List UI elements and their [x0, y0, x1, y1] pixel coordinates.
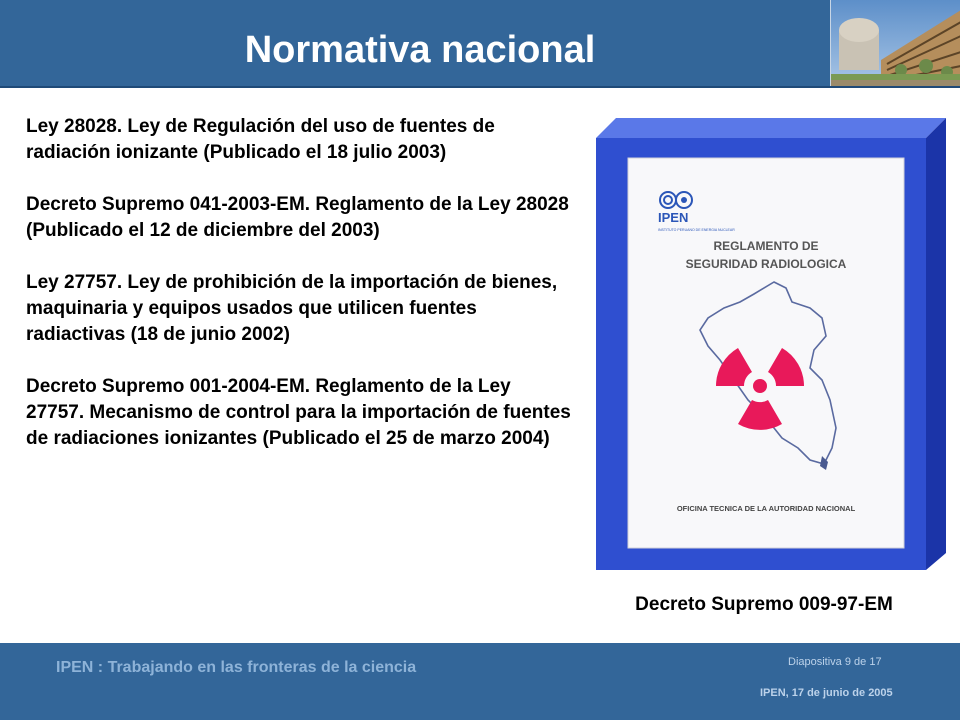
law-list [26, 114, 571, 478]
footer-date: IPEN, 17 de junio de 2005 [760, 687, 893, 699]
law-item: Decreto Supremo 001-2004-EM. Reglamento de la Ley 27757. Mecanismo de control para la importación de fuentes de radiaciones ionizantes (Publicado el 25 de marzo 2004) [26, 376, 571, 449]
law-item: Ley 28028. Ley de Regulación del uso de fuentes de radiación ionizante (Publicado el 18 julio 2003) [26, 116, 495, 163]
slide-header [0, 0, 960, 88]
law-item: Decreto Supremo 041-2003-EM. Reglamento de la Ley 28028 (Publicado el 12 de diciembre del 2003) [26, 194, 569, 241]
cover-org: IPEN [658, 210, 689, 225]
header-building-photo [830, 0, 960, 86]
slide-number: Diapositiva 9 de 17 [788, 656, 882, 668]
law-item: Ley 27757. Ley de prohibición de la importación de bienes, maquinaria y equipos usados que utilicen fuentes radiactivas (18 de junio 2002) [26, 272, 558, 345]
footer-slogan: IPEN : Trabajando en las fronteras de la ciencia [56, 659, 417, 676]
slide-title: Normativa nacional [244, 29, 596, 71]
cover-footer-text: OFICINA TECNICA DE LA AUTORIDAD NACIONAL [676, 504, 856, 513]
frame-top-bevel [596, 118, 946, 138]
cover-org-subtitle: INSTITUTO PERUANO DE ENERGIA NUCLEAR [658, 228, 735, 232]
slide-footer [0, 643, 960, 720]
cover-title-line1: REGLAMENTO DE [713, 239, 819, 253]
figure-caption: Decreto Supremo 009-97-EM [635, 594, 893, 615]
frame-side-bevel [926, 118, 946, 570]
regulation-cover-image [596, 118, 946, 573]
cover-title-line2: SEGURIDAD RADIOLOGICA [685, 257, 847, 271]
